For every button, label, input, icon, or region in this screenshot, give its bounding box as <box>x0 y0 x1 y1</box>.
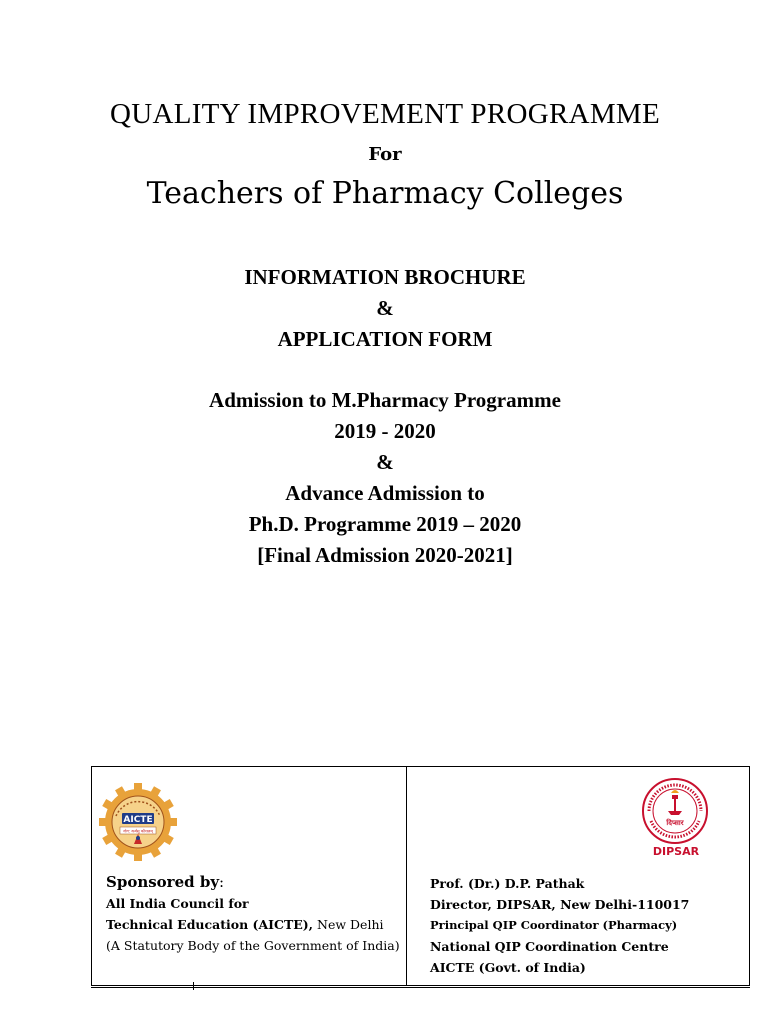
admission-line-1: Admission to M.Pharmacy Programme <box>209 388 561 412</box>
sponsor-org-city: New Delhi <box>313 917 384 932</box>
contact-centre: National QIP Coordination Centre <box>430 939 669 954</box>
contact-name: Prof. (Dr.) D.P. Pathak <box>430 876 585 891</box>
sponsor-label: Sponsored by <box>106 873 220 891</box>
admission-line-3: & <box>376 450 394 474</box>
aicte-logo-text: AICTE <box>123 815 153 825</box>
aicte-banner-text: योग: कर्मसु कौशलम् <box>123 828 153 834</box>
contact-section <box>430 873 740 978</box>
contact-role: Principal QIP Coordinator (Pharmacy) <box>430 918 678 932</box>
contact-organization: AICTE (Govt. of India) <box>430 960 586 975</box>
footer-box <box>91 766 750 986</box>
admission-line-4: Advance Admission to <box>285 481 485 505</box>
sponsor-note: (A Statutory Body of the Government of India) <box>106 938 400 953</box>
sponsor-colon: : <box>219 873 225 891</box>
for-line: For <box>368 144 402 165</box>
dipsar-hindi-text: दिप्सार <box>666 819 684 827</box>
brochure-line-3: APPLICATION FORM <box>277 327 493 351</box>
dipsar-logo-icon <box>641 777 709 845</box>
document-title: QUALITY IMPROVEMENT PROGRAMME <box>109 98 661 130</box>
footer-bottom-rule <box>91 987 750 988</box>
sponsor-section <box>106 871 402 956</box>
dipsar-label: DIPSAR <box>652 845 700 858</box>
aicte-logo-icon <box>98 782 178 862</box>
contact-designation: Director, DIPSAR, New Delhi-110017 <box>430 897 690 912</box>
brochure-line-1: INFORMATION BROCHURE <box>244 265 526 289</box>
admission-line-5: Ph.D. Programme 2019 – 2020 <box>248 512 522 536</box>
sponsor-org-name: Technical Education (AICTE), <box>106 917 314 932</box>
brochure-line-2: & <box>376 296 394 320</box>
document-subtitle: Teachers of Pharmacy Colleges <box>146 176 624 211</box>
admission-heading <box>0 385 770 571</box>
admission-line-2: 2019 - 2020 <box>334 419 436 443</box>
admission-line-6: [Final Admission 2020-2021] <box>257 543 513 567</box>
sponsor-org-line-1: All India Council for <box>106 896 249 911</box>
footer-bottom-tick <box>193 982 194 990</box>
footer-divider <box>406 767 407 985</box>
brochure-heading <box>0 262 770 355</box>
